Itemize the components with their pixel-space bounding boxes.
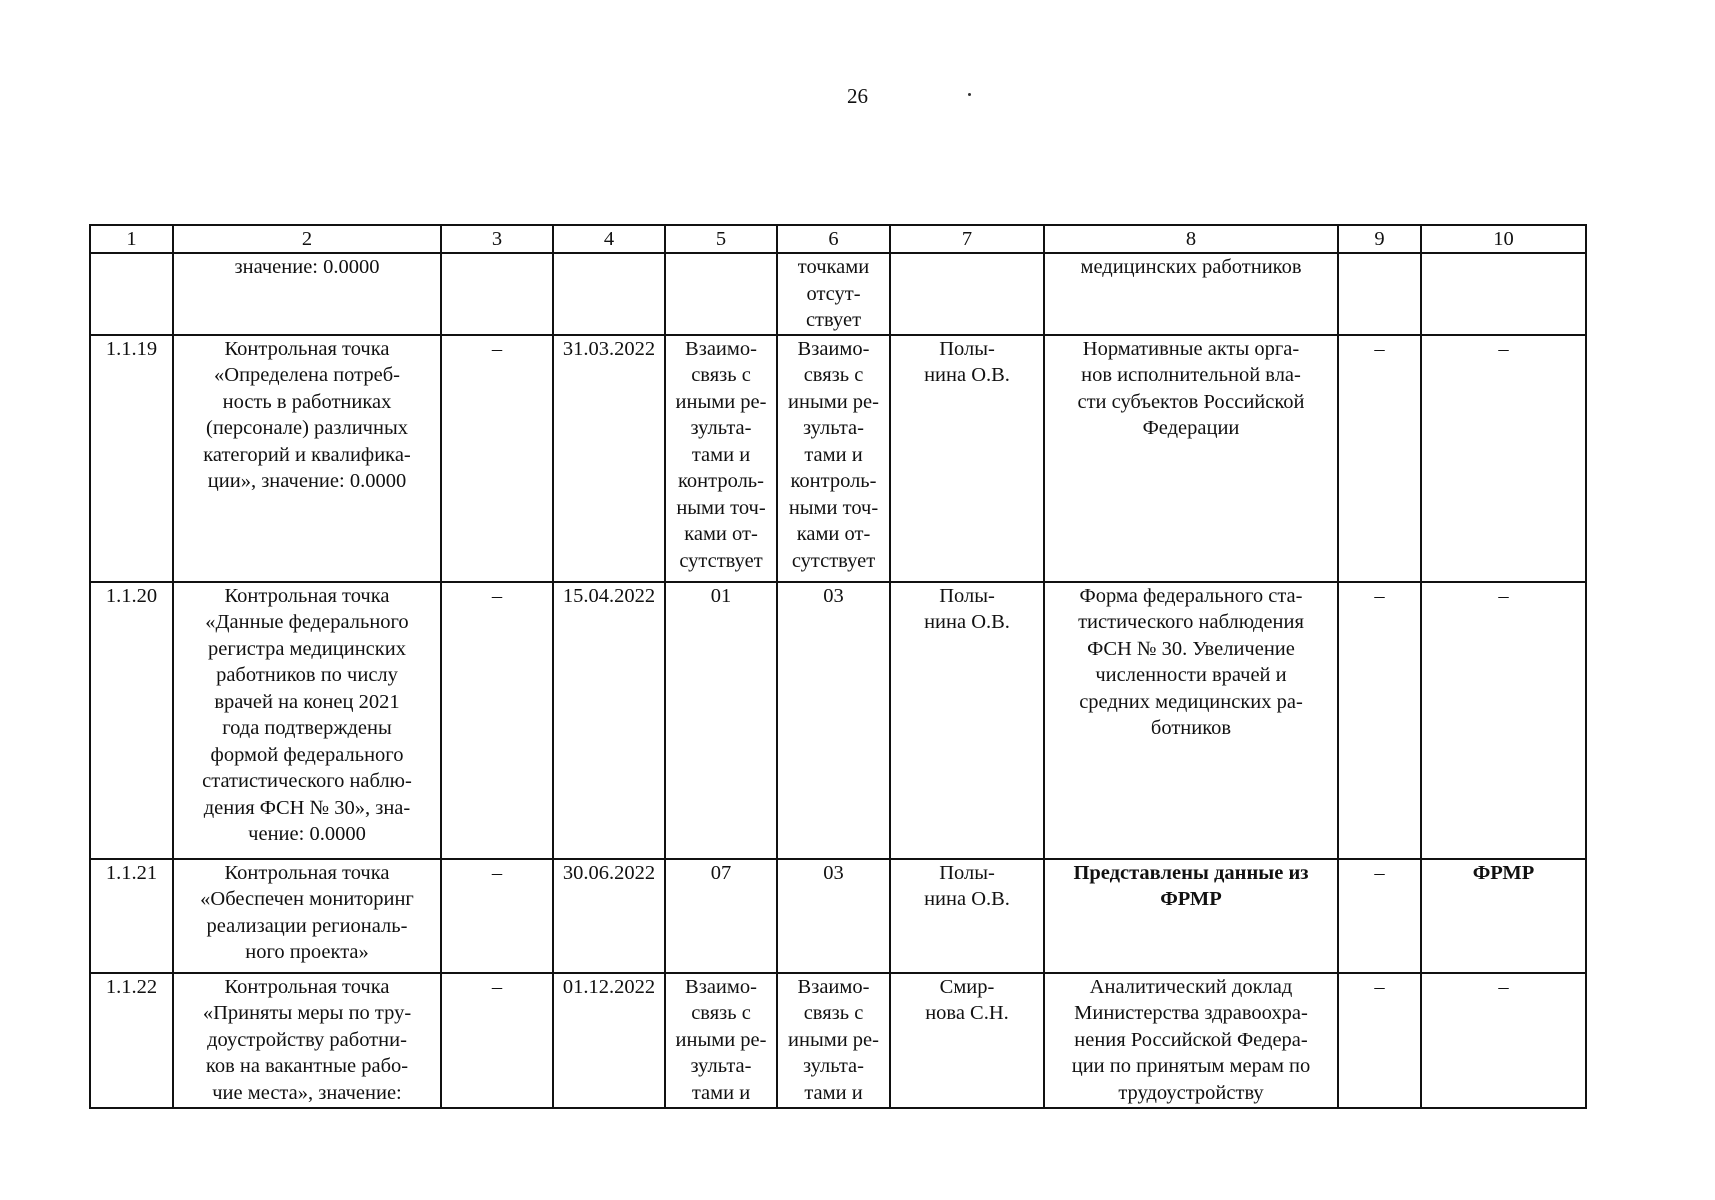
control-point-name: Контрольная точка «Приняты меры по тру- доустройству работни- ков на вакантные рабо- чие места», значение: bbox=[173, 973, 441, 1108]
cell-col10: ФРМР bbox=[1421, 859, 1586, 973]
column-header: 3 bbox=[441, 225, 553, 253]
column-header: 6 bbox=[777, 225, 890, 253]
cell-col6: Взаимо- связь с иными ре- зульта- тами и bbox=[777, 973, 890, 1108]
confirming-document: Нормативные акты орга- нов исполнительной вла- сти субъектов Российской Федерации bbox=[1044, 335, 1338, 582]
due-date: 31.03.2022 bbox=[553, 335, 665, 582]
responsible-person: Полы- нина О.В. bbox=[890, 859, 1044, 973]
cell-col10 bbox=[1421, 253, 1586, 335]
cell-col6: 03 bbox=[777, 859, 890, 973]
column-header: 1 bbox=[90, 225, 173, 253]
cell-col3: – bbox=[441, 973, 553, 1108]
column-header: 8 bbox=[1044, 225, 1338, 253]
cell-col5 bbox=[665, 253, 777, 335]
column-header: 10 bbox=[1421, 225, 1586, 253]
cell-col10: – bbox=[1421, 973, 1586, 1108]
table-row bbox=[90, 973, 1586, 1108]
control-point-name: Контрольная точка «Обеспечен мониторинг реализации региональ- ного проекта» bbox=[173, 859, 441, 973]
cell-col6: точками отсут- ствует bbox=[777, 253, 890, 335]
responsible-person: Полы- нина О.В. bbox=[890, 335, 1044, 582]
cell-col6: Взаимо- связь с иными ре- зульта- тами и контроль- ными точ- ками от- сутствует bbox=[777, 335, 890, 582]
row-id: 1.1.19 bbox=[90, 335, 173, 582]
cell-col10: – bbox=[1421, 582, 1586, 859]
row-id: 1.1.20 bbox=[90, 582, 173, 859]
confirming-document: медицинских работников bbox=[1044, 253, 1338, 335]
cell-col10: – bbox=[1421, 335, 1586, 582]
row-id: 1.1.21 bbox=[90, 859, 173, 973]
scan-speck bbox=[968, 93, 971, 96]
column-header: 5 bbox=[665, 225, 777, 253]
control-point-name: Контрольная точка «Данные федерального регистра медицинских работников по числу врачей на конец 2021 года подтверждены формой федерального статистического наблю- дения ФСН № 30», зна- чение: 0.0000 bbox=[173, 582, 441, 859]
cell-col5: Взаимо- связь с иными ре- зульта- тами и контроль- ными точ- ками от- сутствует bbox=[665, 335, 777, 582]
column-header: 7 bbox=[890, 225, 1044, 253]
row-id bbox=[90, 253, 173, 335]
column-header: 2 bbox=[173, 225, 441, 253]
responsible-person: Полы- нина О.В. bbox=[890, 582, 1044, 859]
control-points-table bbox=[89, 224, 1587, 1109]
cell-col9: – bbox=[1338, 335, 1421, 582]
cell-col5: Взаимо- связь с иными ре- зульта- тами и bbox=[665, 973, 777, 1108]
table-row bbox=[90, 859, 1586, 973]
due-date bbox=[553, 253, 665, 335]
cell-col9: – bbox=[1338, 582, 1421, 859]
cell-col9 bbox=[1338, 253, 1421, 335]
due-date: 15.04.2022 bbox=[553, 582, 665, 859]
table-row bbox=[90, 582, 1586, 859]
control-point-name: Контрольная точка «Определена потреб- ность в работниках (персонале) различных категорий и квалифика- ции», значение: 0.0000 bbox=[173, 335, 441, 582]
cell-col9: – bbox=[1338, 859, 1421, 973]
table-row bbox=[90, 335, 1586, 582]
page-number: 26 bbox=[847, 84, 868, 108]
cell-col3: – bbox=[441, 335, 553, 582]
confirming-document: Аналитический доклад Министерства здравоохра- нения Российской Федера- ции по принятым мерам по трудоустройству bbox=[1044, 973, 1338, 1108]
cell-col3: – bbox=[441, 582, 553, 859]
cell-col6: 03 bbox=[777, 582, 890, 859]
due-date: 30.06.2022 bbox=[553, 859, 665, 973]
column-header: 9 bbox=[1338, 225, 1421, 253]
cell-col5: 07 bbox=[665, 859, 777, 973]
cell-col3: – bbox=[441, 859, 553, 973]
cell-col9: – bbox=[1338, 973, 1421, 1108]
cell-col5: 01 bbox=[665, 582, 777, 859]
responsible-person bbox=[890, 253, 1044, 335]
confirming-document: Представлены данные из ФРМР bbox=[1044, 859, 1338, 973]
control-point-name: значение: 0.0000 bbox=[173, 253, 441, 335]
due-date: 01.12.2022 bbox=[553, 973, 665, 1108]
row-id: 1.1.22 bbox=[90, 973, 173, 1108]
column-number-row bbox=[90, 225, 1586, 253]
confirming-document: Форма федерального ста- тистического наблюдения ФСН № 30. Увеличение численности врачей и средних медицинских ра- ботников bbox=[1044, 582, 1338, 859]
responsible-person: Смир- нова С.Н. bbox=[890, 973, 1044, 1108]
column-header: 4 bbox=[553, 225, 665, 253]
cell-col3 bbox=[441, 253, 553, 335]
table-row bbox=[90, 253, 1586, 335]
